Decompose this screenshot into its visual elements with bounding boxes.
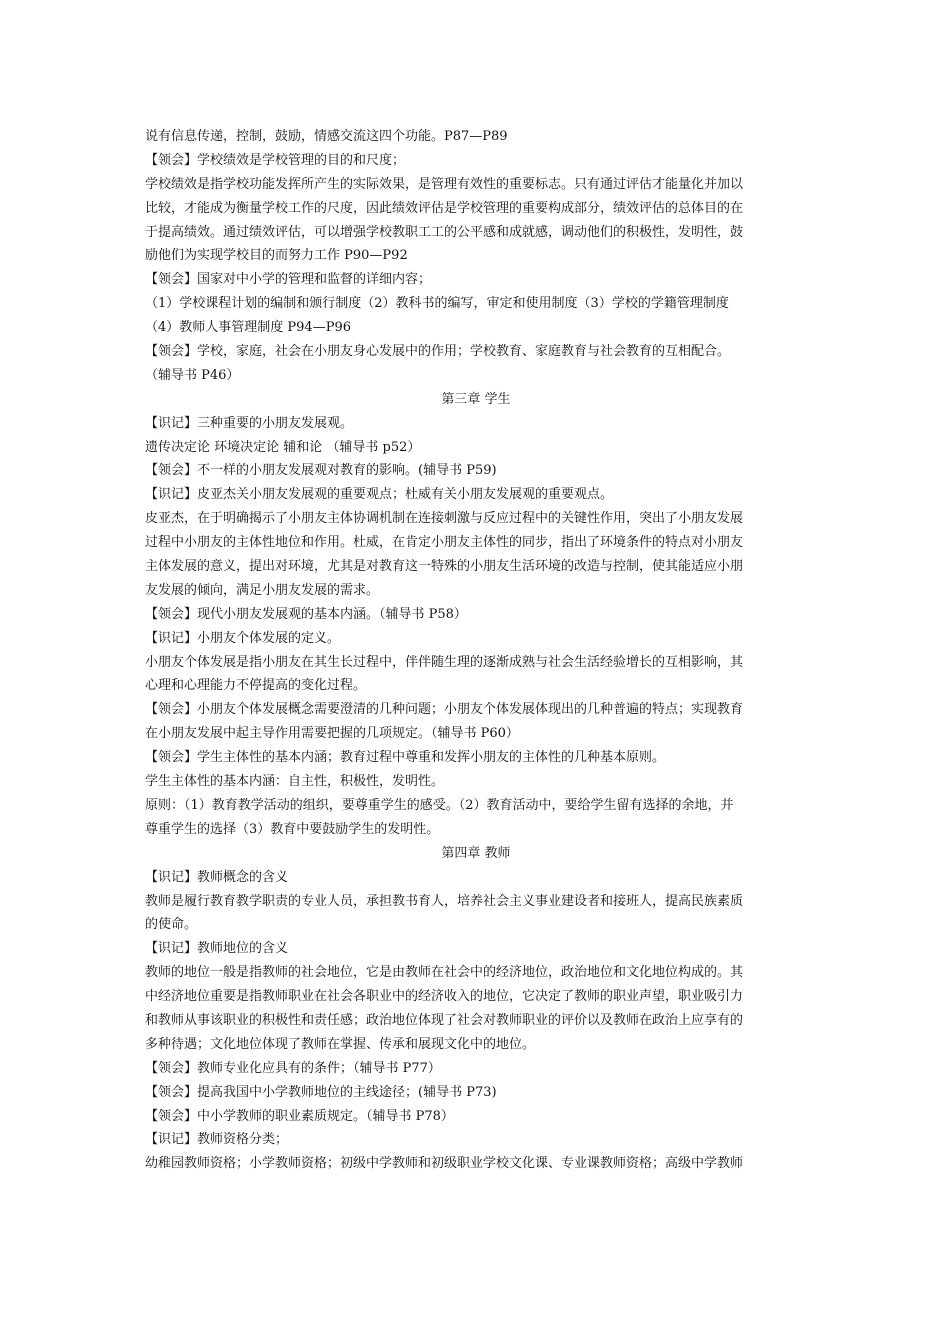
- text-line: 心理和心理能力不停提高的变化过程。: [145, 678, 367, 694]
- text-line: 【识记】教师地位的含义: [145, 941, 289, 957]
- text-line: 和教师从事该职业的积极性和责任感；政治地位体现了社会对教师职业的评价以及教师在政治上应享有的: [145, 1012, 744, 1028]
- text-line: 【领会】中小学教师的职业素质规定。（辅导书 P78）: [145, 1108, 454, 1124]
- text-line: 遗传决定论 环境决定论 辅和论 （辅导书 p52）: [145, 439, 421, 455]
- text-line: 在小朋友发展中起主导作用需要把握的几项规定。（辅导书 P60）: [145, 726, 519, 742]
- text-line: 教师是履行教育教学职责的专业人员，承担教书育人，培养社会主义事业建设者和接班人，提高民族素质: [145, 893, 744, 909]
- text-line: 【识记】教师概念的含义: [145, 869, 289, 885]
- text-line: 小朋友个体发展是指小朋友在其生长过程中，伴伴随生理的逐渐成熟与社会生活经验增长的互相影响，其: [145, 654, 744, 670]
- text-line: 过程中小朋友的主体性地位和作用。杜威，在肯定小朋友主体性的同步，指出了环境条件的特点对小朋友: [145, 535, 744, 551]
- text-line: 于提高绩效。通过绩效评估，可以增强学校教职工工的公平感和成就感，调动他们的积极性，发明性，鼓: [145, 224, 744, 240]
- text-line: 【识记】三种重要的小朋友发展观。: [145, 415, 354, 431]
- text-line: 原则：（1）教育教学活动的组织，要尊重学生的感受。（2）教育活动中，要给学生留有选择的余地，并: [145, 797, 734, 813]
- text-line: 学生主体性的基本内涵：自主性，积极性，发明性。: [145, 774, 445, 790]
- chapter-heading: 第四章 教师: [441, 845, 511, 861]
- text-line: （辅导书 P46）: [145, 367, 240, 383]
- text-line: 【识记】教师资格分类；: [145, 1132, 289, 1148]
- document-page: [145, 125, 807, 1176]
- text-line: （4）教师人事管理制度 P94—P96: [145, 320, 351, 336]
- text-line: 【领会】国家对中小学的管理和监督的详细内容；: [145, 272, 432, 288]
- text-line: 友发展的倾向，满足小朋友发展的需求。: [145, 582, 380, 598]
- chapter-heading: 第三章 学生: [441, 391, 511, 407]
- text-line: 说有信息传递，控制，鼓励，情感交流这四个功能。P87—P89: [145, 129, 508, 144]
- text-line: 【领会】不一样的小朋友发展观对教育的影响。(辅导书 P59): [145, 463, 497, 479]
- text-line: 【领会】小朋友个体发展概念需要澄清的几种问题；小朋友个体发展体现出的几种普遍的特点；实现教育: [145, 702, 744, 718]
- text-line: 【领会】提高我国中小学教师地位的主线途径；(辅导书 P73): [145, 1084, 497, 1100]
- text-line: 主体发展的意义，提出对环境，尤其是对教育这一特殊的小朋友生活环境的改造与控制，使其能适应小朋: [145, 559, 744, 575]
- text-line: 中经济地位重要是指教师职业在社会各职业中的经济收入的地位，它决定了教师的职业声望，职业吸引力: [145, 989, 744, 1005]
- text-line: 尊重学生的选择（3）教育中要鼓励学生的发明性。: [145, 821, 440, 837]
- text-line: 励他们为实现学校目的而努力工作 P90—P92: [145, 248, 408, 264]
- text-line: 【领会】学生主体性的基本内涵；教育过程中尊重和发挥小朋友的主体性的几种基本原则。: [145, 750, 666, 766]
- text-line: 多种待遇；文化地位体现了教师在掌握、传承和展现文化中的地位。: [145, 1036, 536, 1052]
- text-line: 皮亚杰，在于明确揭示了小朋友主体协调机制在连接刺激与反应过程中的关键性作用，突出了小朋友发展: [145, 511, 744, 527]
- text-line: 比较，才能成为衡量学校工作的尺度，因此绩效评估是学校管理的重要构成部分，绩效评估的总体目的在: [145, 200, 744, 216]
- text-line: 教师的地位一般是指教师的社会地位，它是由教师在社会中的经济地位，政治地位和文化地位构成的。其: [145, 965, 744, 981]
- text-line: 【识记】皮亚杰关小朋友发展观的重要观点；杜威有关小朋友发展观的重要观点。: [145, 487, 614, 503]
- text-line: 的使命。: [145, 917, 198, 933]
- text-line: 幼稚园教师资格；小学教师资格；初级中学教师和初级职业学校文化课、专业课教师资格；高级中学教师: [145, 1156, 744, 1172]
- text-line: 【领会】学校，家庭，社会在小朋友身心发展中的作用；学校教育、家庭教育与社会教育的互相配合。: [145, 344, 731, 360]
- text-line: 【识记】小朋友个体发展的定义。: [145, 630, 341, 646]
- text-line: 学校绩效是指学校功能发挥所产生的实际效果，是管理有效性的重要标志。只有通过评估才能量化并加以: [145, 176, 744, 192]
- text-line: （1）学校课程计划的编制和颁行制度（2）教科书的编写，审定和使用制度（3）学校的学籍管理制度: [145, 296, 729, 312]
- text-line: 【领会】现代小朋友发展观的基本内涵。（辅导书 P58）: [145, 606, 467, 622]
- text-line: 【领会】学校绩效是学校管理的目的和尺度；: [145, 152, 406, 168]
- text-line: 【领会】教师专业化应具有的条件；（辅导书 P77）: [145, 1060, 441, 1076]
